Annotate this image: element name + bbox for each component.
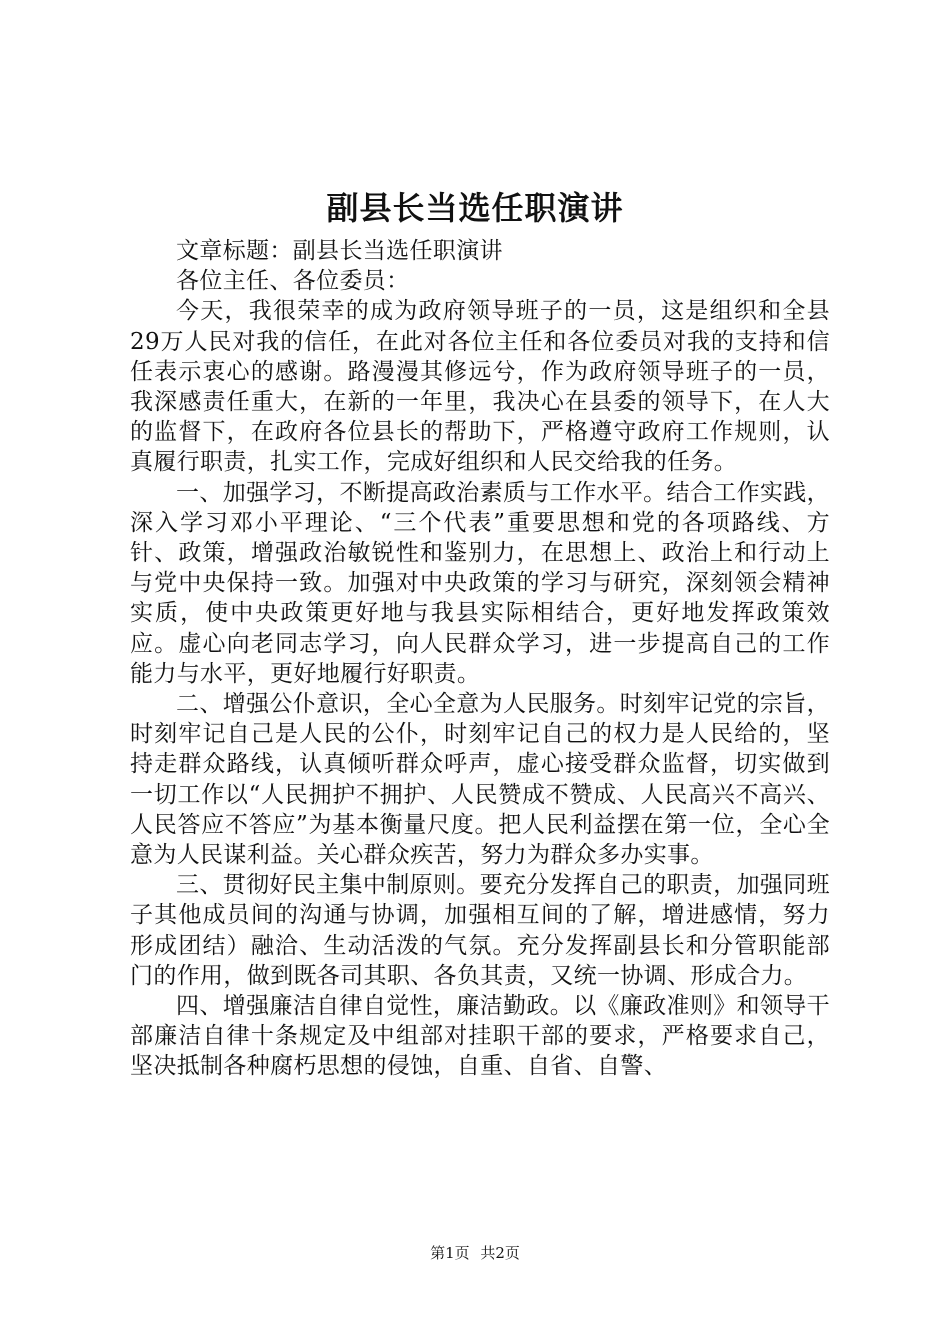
document-body (130, 236, 830, 1082)
salutation: 各位主任、各位委员： (176, 268, 410, 295)
document-title: 副县长当选任职演讲 (326, 189, 624, 227)
article-title-line: 文章标题：副县长当选任职演讲 (176, 238, 503, 264)
paragraph-intro: 今天，我很荣幸的成为政府领导班子的一员，这是组织和全县29万人民对我的信任，在此对各位主任和各位委员对我的支持和信任表示衷心的感谢。路漫漫其修远兮，作为政府领导班子的一员，我深感责任重大，在新的一年里，我决心在县委的领导下，在人大的监督下，在政府各位县长的帮助下，严格遵守政府工作规则，认真履行职责，扎实工作，完成好组织和人民交给我的任务。 (130, 298, 830, 476)
paragraph-point-3: 三、贯彻好民主集中制原则。要充分发挥自己的职责，加强同班子其他成员间的沟通与协调，加强相互间的了解，增进感情，努力形成团结）融洽、生动活泼的气氛。充分发挥副县长和分管职能部门的作用，做到既各司其职、各负其责，又统一协调、形成合力。 (130, 872, 830, 989)
page-number: 第1页 (430, 1244, 470, 1262)
paragraph-point-2: 二、增强公仆意识，全心全意为人民服务。时刻牢记党的宗旨，时刻牢记自己是人民的公仆，时刻牢记自己的权力是人民给的，坚持走群众路线，认真倾听群众呼声，虚心接受群众监督，切实做到一切工作以“人民拥护不拥护、人民赞成不赞成、人民高兴不高兴、人民答应不答应”为基本衡量尺度。把人民利益摆在第一位，全心全意为人民谋利益。关心群众疾苦，努力为群众多办实事。 (130, 691, 830, 869)
page-total: 共2页 (480, 1244, 520, 1262)
paragraph-point-4: 四、增强廉洁自律自觉性，廉洁勤政。以《廉政准则》和领导干部廉洁自律十条规定及中组部对挂职干部的要求，严格要求自己，坚决抵制各种腐朽思想的侵蚀，自重、自省、自警、 (130, 993, 830, 1080)
paragraph-point-1: 一、加强学习，不断提高政治素质与工作水平。结合工作实践，深入学习邓小平理论、“三个代表”重要思想和党的各项路线、方针、政策，增强政治敏锐性和鉴别力，在思想上、政治上和行动上与党中央保持一致。加强对中央政策的学习与研究，深刻领会精神实质，使中央政策更好地与我县实际相结合，更好地发挥政策效应。虚心向老同志学习，向人民群众学习，进一步提高自己的工作能力与水平，更好地履行好职责。 (130, 479, 830, 687)
page-footer (0, 1243, 950, 1263)
